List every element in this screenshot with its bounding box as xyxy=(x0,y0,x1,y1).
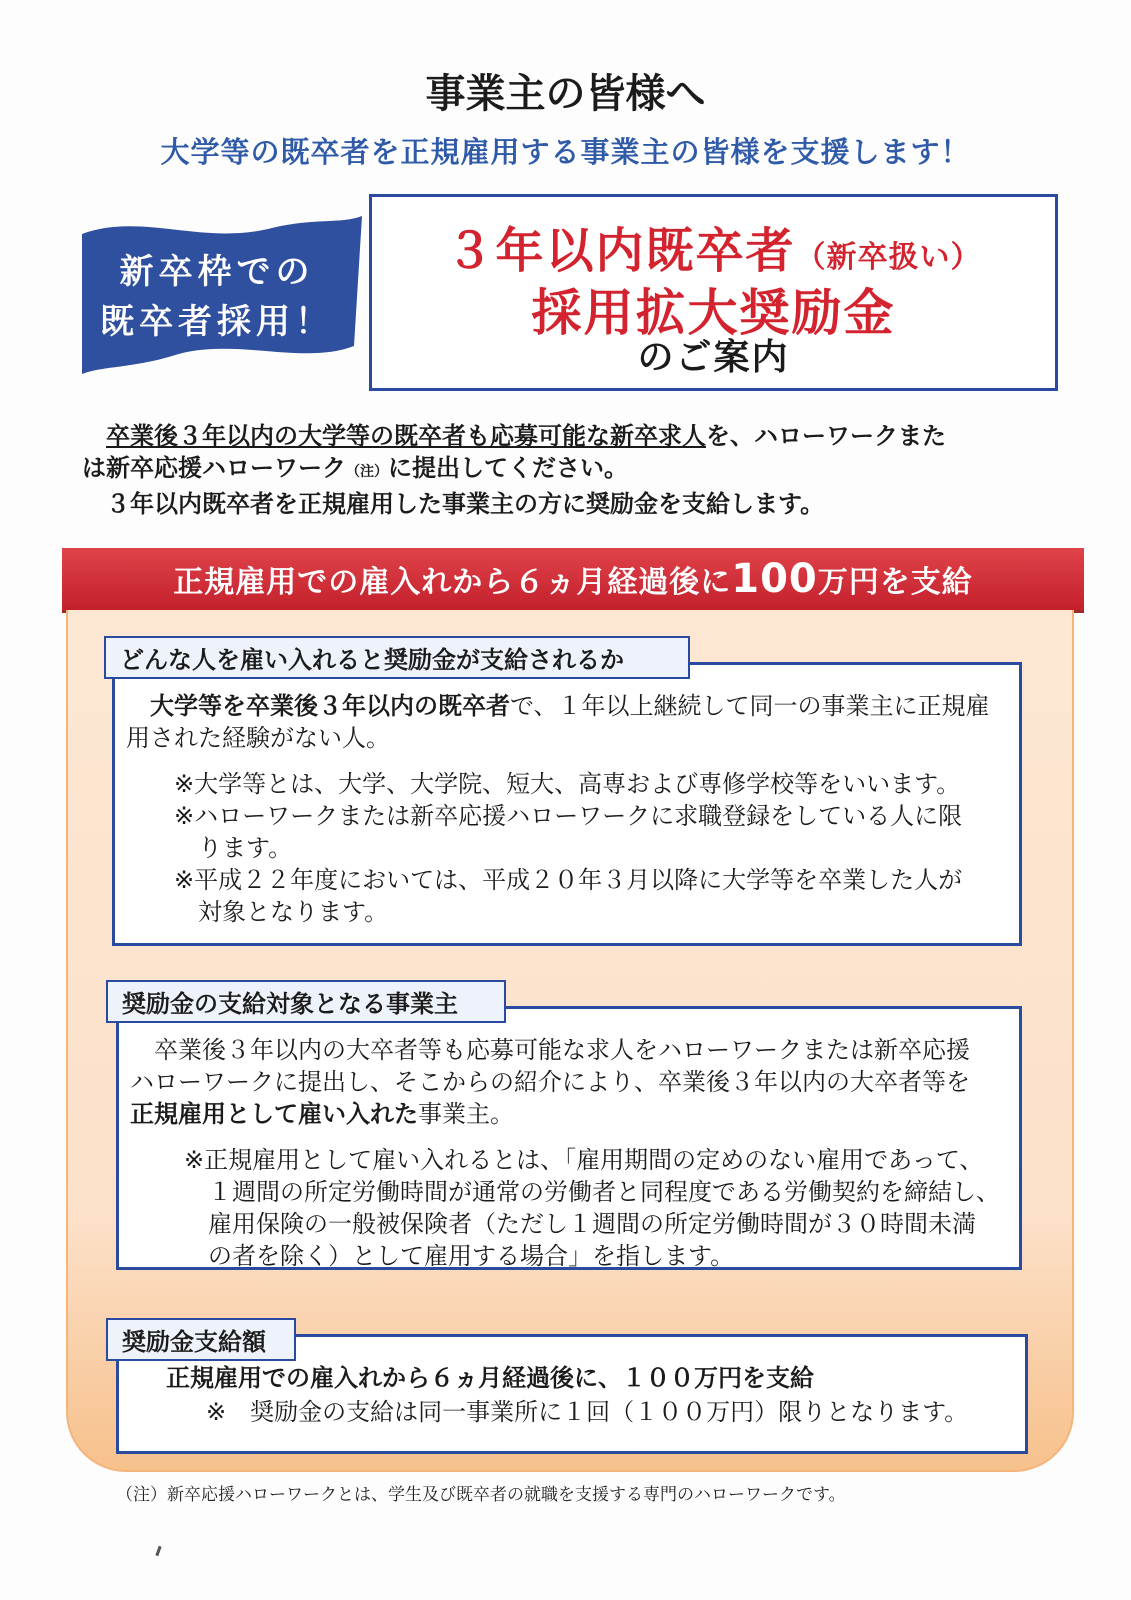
section-3-label: 奨励金支給額 xyxy=(106,1318,296,1361)
section-2-line-2: ハローワークに提出し、そこからの紹介により、卒業後３年以内の大卒者等を xyxy=(130,1068,970,1096)
hero-line-2: 採用拡大奨励金 xyxy=(531,284,896,342)
banner-amount: 100 xyxy=(731,556,818,602)
section-1-lead xyxy=(126,690,1006,722)
intro-paragraph-2 xyxy=(82,488,1047,520)
section-3-note: ※ 奨励金の支給は同一事業所に１回（１００万円）限りとなります。 xyxy=(206,1398,969,1426)
section-3-body xyxy=(166,1362,1006,1428)
section-2-note-1: ※正規雇用として雇い入れるとは、「雇用期間の定めのない雇用であって、 xyxy=(184,1146,984,1174)
intro-text-3: に提出してください。 xyxy=(388,454,628,482)
section-2-label: 奨励金の支給対象となる事業主 xyxy=(106,980,506,1023)
section-3-line-1: 正規雇用での雇入れから６ヵ月経過後に、１００万円を支給 xyxy=(166,1364,814,1392)
section-2-line-3-bold: 正規雇用として雇い入れた xyxy=(130,1100,418,1128)
banner-post: 万円を支給 xyxy=(817,565,973,600)
scan-mark xyxy=(155,1546,161,1556)
intro-text-1: を、ハローワークまた xyxy=(706,422,946,450)
section-1-note-3a: ※平成２２年度においては、平成２０年３月以降に大学等を卒業した人が xyxy=(174,866,963,894)
section-2-note-4: の者を除く）として雇用する場合」を指します。 xyxy=(208,1242,735,1270)
section-1-lead-rest-1: で、１年以上継続して同一の事業主に正規雇 xyxy=(510,692,990,720)
section-1-note-2a: ※ハローワークまたは新卒応援ハローワークに求職登録をしている人に限 xyxy=(174,802,963,830)
section-1-note-2b: ります。 xyxy=(198,834,293,862)
intro-underlined: 卒業後３年以内の大学等の既卒者も応募可能な新卒求人 xyxy=(106,422,706,450)
section-1-note-1: ※大学等とは、大学、大学院、短大、高専および専修学校等をいいます。 xyxy=(174,770,961,798)
intro-paragraph-1b xyxy=(82,452,1047,488)
section-2-line-3 xyxy=(130,1098,1010,1130)
flag-text xyxy=(82,247,352,347)
page-subtitle: 大学等の既卒者を正規雇用する事業主の皆様を支援します！ xyxy=(160,135,971,169)
section-2-line-3-rest: 事業主。 xyxy=(418,1100,514,1128)
hero-line-1 xyxy=(369,212,1058,281)
banner-text xyxy=(62,556,1084,602)
intro-text-4: ３年以内既卒者を正規雇用した事業主の方に奨励金を支給します。 xyxy=(106,490,825,518)
footnote: （注）新卒応援ハローワークとは、学生及び既卒者の就職を支援する専門のハローワークです。 xyxy=(116,1485,846,1505)
banner-pre: 正規雇用での雇入れから６ヵ月経過後に xyxy=(173,565,732,600)
hero-line-3: のご案内 xyxy=(637,337,790,378)
flag-line-2: 既卒者採用！ xyxy=(100,302,334,342)
section-1-label: どんな人を雇い入れると奨励金が支給されるか xyxy=(104,636,690,679)
section-1-notes xyxy=(126,768,1006,928)
section-1-lead-bold: 大学等を卒業後３年以内の既卒者 xyxy=(150,692,510,720)
section-2-note xyxy=(130,1144,1010,1272)
intro-text-2: は新卒応援ハローワーク xyxy=(82,454,346,482)
intro-text xyxy=(82,420,1047,520)
section-2-body xyxy=(130,1034,1010,1272)
section-2-line-1-text: 卒業後３年以内の大卒者等も応募可能な求人をハローワークまたは新卒応援 xyxy=(154,1036,970,1064)
section-2-line-1 xyxy=(130,1034,1010,1066)
section-1-note-3b: 対象となります。 xyxy=(198,898,389,926)
hero-line-1-main: ３年以内既卒者 xyxy=(445,223,796,279)
intro-paragraph-1 xyxy=(82,420,1047,452)
page-title: 事業主の皆様へ xyxy=(425,71,706,117)
intro-note-marker: （注） xyxy=(346,464,388,480)
section-2-note-3: 雇用保険の一般被保険者（ただし１週間の所定労働時間が３０時間未満 xyxy=(208,1210,976,1238)
section-2-note-2: １週間の所定労働時間が通常の労働者と同程度である労働契約を締結し、 xyxy=(208,1178,1000,1206)
section-1-body xyxy=(126,690,1006,928)
hero-line-1-paren: （新卒扱い） xyxy=(795,240,982,275)
section-1-lead-2: 用された経験がない人。 xyxy=(126,724,390,752)
flag-line-1: 新卒枠での xyxy=(119,252,315,292)
